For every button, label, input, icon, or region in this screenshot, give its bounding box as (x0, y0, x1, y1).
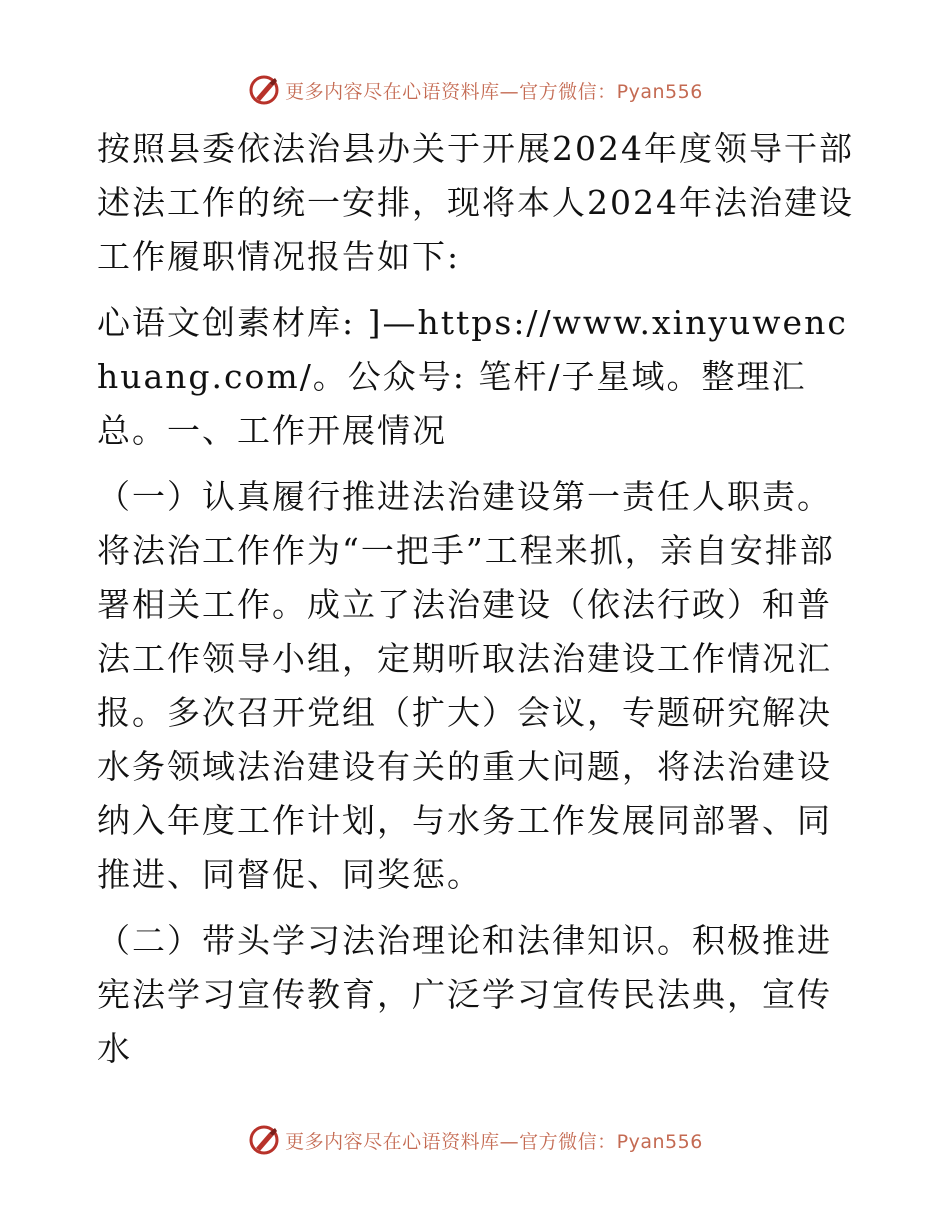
paragraph-intro: 按照县委依法治县办关于开展2024年度领导干部述法工作的统一安排，现将本人2024年法治建设工作履职情况报告如下: (97, 129, 854, 276)
paragraph-source: 心语文创素材库: ]—https://www.xinyuwenchuang.com/。公众号: 笔杆/子星域。整理汇总。一、工作开展情况 (97, 303, 848, 450)
pen-nib-logo-icon (247, 73, 281, 107)
footer-banner-text: 更多内容尽在心语资料库—官方微信：Pyan556 (285, 1130, 703, 1153)
header-banner-text: 更多内容尽在心语资料库—官方微信：Pyan556 (285, 80, 703, 103)
pen-nib-logo-icon (247, 1123, 281, 1157)
footer-banner (0, 1120, 950, 1160)
paragraph-section-1: （一）认真履行推进法治建设第一责任人职责。将法治工作作为“一把手”工程来抓，亲自安排部署相关工作。成立了法治建设（依法行政）和普法工作领导小组，定期听取法治建设工作情况汇报。多次召开党组（扩大）会议，专题研究解决水务领域法治建设有关的重大问题，将法治建设纳入年度工作计划，与水务工作发展同部署、同推进、同督促、同奖惩。 (97, 477, 835, 894)
document-body (97, 122, 857, 1088)
paragraph-section-2: （二）带头学习法治理论和法律知识。积极推进宪法学习宣传教育，广泛学习宣传民法典，宣传水 (97, 921, 832, 1068)
header-banner (0, 70, 950, 110)
